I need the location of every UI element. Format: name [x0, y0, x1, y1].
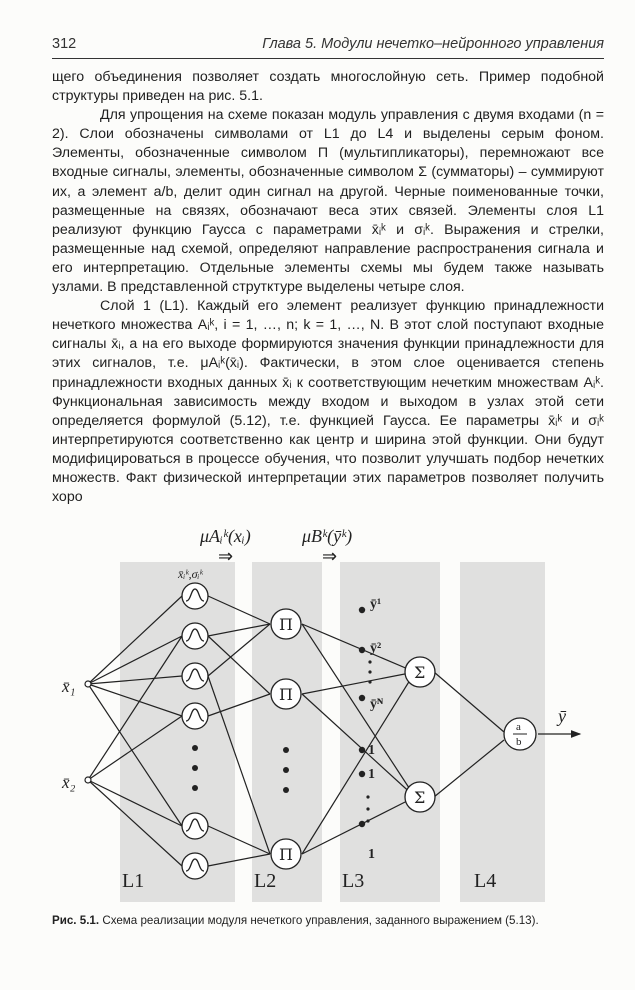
top-arrow-1: ⇒ — [218, 546, 234, 567]
weight-label-1: ȳ¹ — [370, 597, 382, 612]
input-node-2 — [85, 777, 91, 783]
weight-one-2: 1 — [368, 767, 375, 782]
paragraph-3: Слой 1 (L1). Каждый его элемент реализует функцию принадлежности нечеткого множества Aᵢᵏ, i = 1, …, n; k = 1, …, N. В этот слой поступают входные сигналы x̄ᵢ, а на его выходе формируются значения функции принадлежности для этих сигналов, т.е. μAᵢᵏ(x̄ᵢ). Фактически, в этом слое оценивается степень принадлежности входных данных x̄ᵢ к соответствующим нечетким множествам Aᵢᵏ. Функциональная зависимость между входом и выходом в узлах этой сети определяется формулой (5.12), т.е. функцией Гаусса. Ее параметры x̄ᵢᵏ и σᵢᵏ интерпретируются соответственно как центр и ширина этой функции. Они будут модифицироваться в процессе обучения, что позволит улучшать подбор нечетких множеств. Факт физической интерпретации этих параметров позволяет получить хоро — [52, 298, 604, 506]
paragraph-1: щего объединения позволяет создать многослойную сеть. Пример подобной структуры приведен на рис. 5.1. — [52, 69, 604, 105]
page-header — [52, 36, 604, 59]
network-diagram — [40, 512, 600, 912]
paragraph-2: Для упрощения на схеме показан модуль управления с двумя входами (n = 2). Слои обозначены символами от L1 до L4 и выделены серым фоном. Элементы, обозначенные символом Π (мультипликаторы), перемножают все входные сигналы, элементы, обозначенные символом Σ (сумматоры) – суммируют их, а элемент a/b, делит один сигнал на другой. Черные поименованные точки, размещенные на связях, обозначают веса этих связей. Элементы слоя L1 реализуют функцию Гаусса с параметрами x̄ᵢᵏ и σᵢᵏ. Выражения и стрелки, размещенные над схемой, определяют направление распространения сигнала и его интерпретацию. Отдельные элементы схемы мы будем также называть узлами. В представленной струтктуре выделены четыре слоя. — [52, 107, 604, 296]
layer-label-l3: L3 — [342, 870, 365, 892]
body-text — [52, 68, 604, 507]
params-label: x̄ᵢᵏ,σᵢᵏ — [178, 567, 203, 581]
weight-one-1: 1 — [368, 743, 375, 758]
layer-band-l3 — [340, 562, 440, 902]
page-number: 312 — [52, 36, 77, 52]
product-symbol-3: Π — [279, 845, 293, 864]
weight-one-3: 1 — [368, 847, 375, 862]
weight-label-2: ȳ² — [370, 641, 382, 656]
product-symbol-2: Π — [279, 685, 293, 704]
layer-label-l4: L4 — [474, 870, 497, 892]
figure-5-1 — [40, 512, 600, 912]
layer-label-l1: L1 — [122, 870, 145, 892]
input-node-1 — [85, 681, 91, 687]
caption-text: Схема реализации модуля нечеткого управления, заданного выражением (5.13). — [99, 914, 539, 927]
input-label-2: x̄₂ — [62, 773, 76, 792]
layer-band-l1 — [120, 562, 235, 902]
output-label: ȳ — [558, 706, 566, 726]
caption-label: Рис. 5.1. — [52, 914, 100, 927]
product-symbol-1: Π — [279, 615, 293, 634]
top-label-mu-a: μAᵢᵏ(xᵢ) — [200, 526, 251, 546]
chapter-title: Глава 5. Модули нечетко–нейронного управления — [262, 36, 604, 52]
sum-symbol-2: Σ — [414, 788, 426, 807]
input-label-1: x̄₁ — [62, 677, 76, 696]
figure-caption — [52, 914, 604, 927]
divider-bottom: b — [516, 736, 522, 748]
top-label-mu-b: μBᵏ(ȳᵏ) — [302, 526, 353, 546]
top-arrow-2: ⇒ — [322, 546, 338, 567]
weight-label-n: ȳᴺ — [370, 697, 384, 712]
layer-label-l2: L2 — [254, 870, 277, 892]
divider-top: a — [516, 721, 521, 733]
sum-symbol-1: Σ — [414, 663, 426, 682]
